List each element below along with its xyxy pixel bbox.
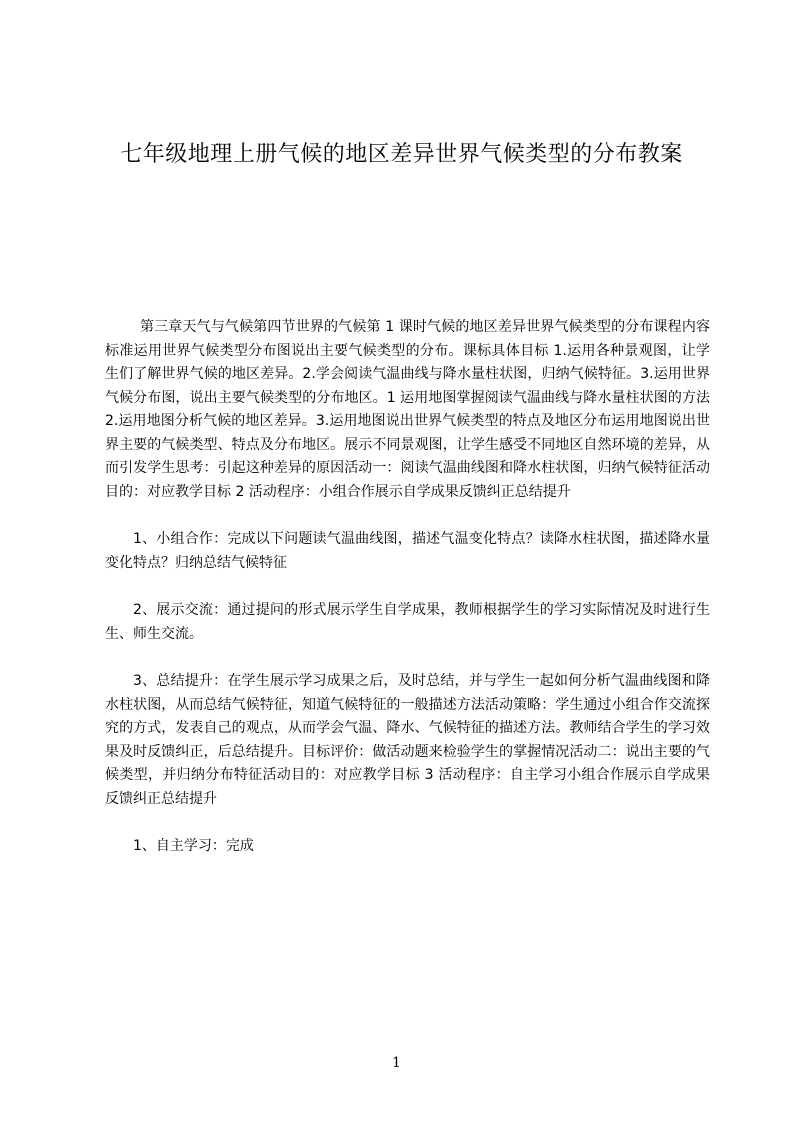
document-title: 七年级地理上册气候的地区差异世界气候类型的分布教案 [120, 142, 683, 167]
paragraph-intro: 第三章天气与气候第四节世界的气候第 1 课时气候的地区差异世界气候类型的分布课程内容标准运用世界气候类型分布图说出主要气候类型的分布。课标具体目标 1.运用各种景观图，让学生们了解世界气候的地区差异。2.学会阅读气温曲线与降水量柱状图，归纳气候特征。3.运用世界气候分布图，说出主要气候类型的分布地区。1 运用地图掌握阅读气温曲线与降水量柱状图的方法 2.运用地图分析气候的地区差异。3.运用地图说出世界气候类型的特点及地区分布运用地图说出世界主要的气候类型、特点及分布地区。展示不同景观图，让学生感受不同地区自然环境的差异，从而引发学生思考：引起这种差异的原因活动一：阅读气温曲线图和降水柱状图，归纳气候特征活动目的：对应教学目标 2 活动程序：小组合作展示自学成果反馈纠正总结提升 [105, 319, 710, 500]
paragraph-summary: 3、总结提升：在学生展示学习成果之后，及时总结，并与学生一起如何分析气温曲线图和降水柱状图，从而总结气候特征，知道气候特征的一般描述方法活动策略：学生通过小组合作交流探究的方式，发表自己的观点，从而学会气温、降水、气候特征的描述方法。教师结合学生的学习效果及时反馈纠正，后总结提升。目标评价：做活动题来检验学生的掌握情况活动二：说出主要的气候类型，并归纳分布特征活动目的：对应教学目标 3 活动程序：自主学习小组合作展示自学成果反馈纠正总结提升 [105, 673, 710, 807]
paragraph-self-study: 1、自主学习：完成 [133, 838, 254, 854]
page-number: 1 [392, 1055, 401, 1071]
paragraph-group-work: 1、小组合作：完成以下问题读气温曲线图，描述气温变化特点？读降水柱状图，描述降水量变化特点？归纳总结气候特征 [105, 531, 710, 571]
document-body [105, 316, 710, 883]
paragraph-presentation: 2、展示交流：通过提问的形式展示学生自学成果，教师根据学生的学习实际情况及时进行生生、师生交流。 [105, 602, 710, 642]
